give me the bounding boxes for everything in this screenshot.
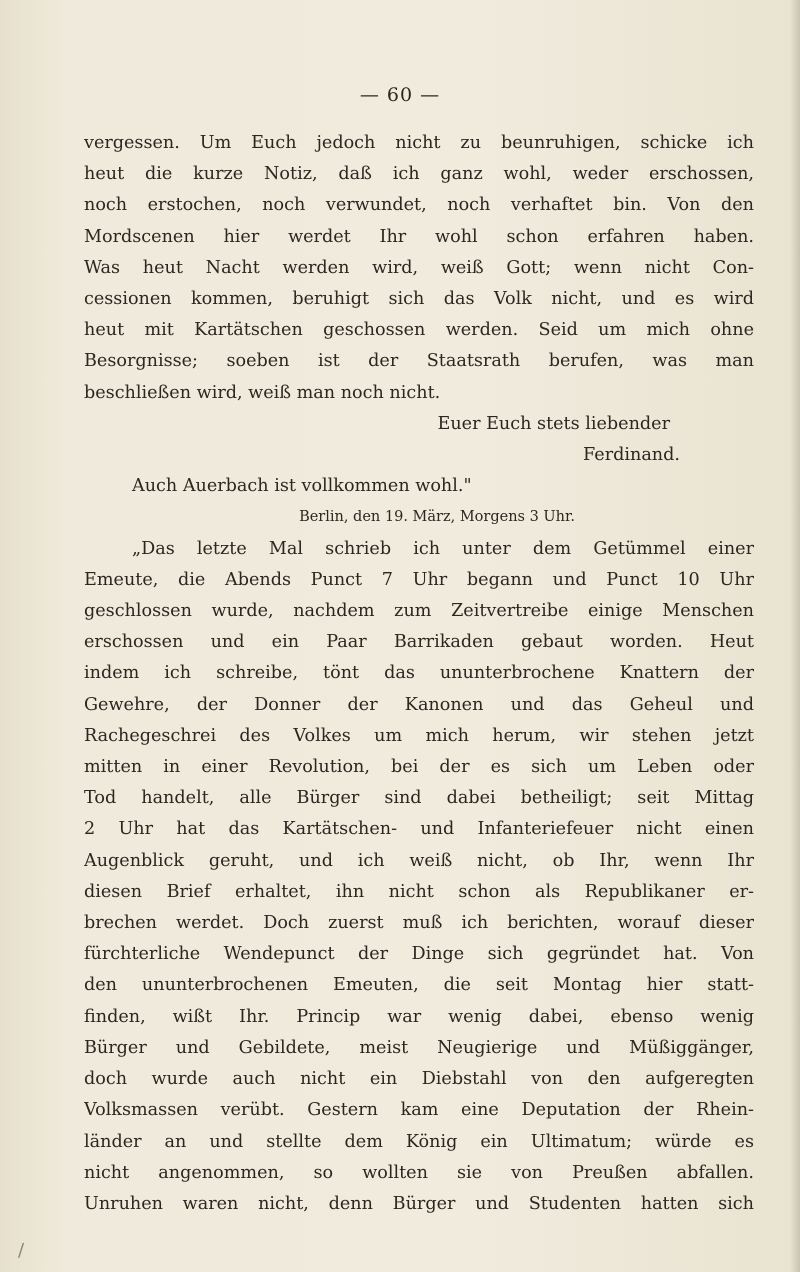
letter-line: doch wurde auch nicht ein Diebstahl von den aufgeregten [84, 1069, 754, 1090]
page-edge-shadow [790, 0, 800, 1272]
letter-line: Bürger und Gebildete, meist Neugierige und Müßiggänger, [84, 1037, 754, 1058]
closing-salutation: Euer Euch stets liebender [437, 413, 670, 434]
letter-line: „Das letzte Mal schrieb ich unter dem Getümmel einer [132, 538, 754, 559]
page-number: — 60 — [359, 84, 441, 106]
letter-line: erschossen und ein Paar Barrikaden gebaut worden. Heut [84, 632, 754, 653]
letter-line: Gewehre, der Donner der Kanonen und das Geheul und [84, 694, 754, 715]
margin-mark: / [18, 1240, 25, 1261]
letter-line: Volksmassen verübt. Gestern kam eine Deputation der Rhein- [84, 1100, 754, 1121]
text-line: Besorgnisse; soeben ist der Staatsrath berufen, was man [84, 351, 754, 372]
postscript: Auch Auerbach ist vollkommen wohl." [132, 476, 472, 497]
text-line: cessionen kommen, beruhigt sich das Volk nicht, und es wird [84, 289, 754, 310]
letter-line: nicht angenommen, so wollten sie von Preußen abfallen. [84, 1162, 754, 1183]
text-line: heut die kurze Notiz, daß ich ganz wohl, weder erschossen, [84, 164, 754, 185]
text-line: Mordscenen hier werdet Ihr wohl schon erfahren haben. [84, 226, 754, 247]
letter-line: Tod handelt, alle Bürger sind dabei betheiligt; seit Mittag [84, 788, 754, 809]
letter-line: mitten in einer Revolution, bei der es sich um Leben oder [84, 757, 754, 778]
page-body [84, 128, 754, 1220]
letter-line: Unruhen waren nicht, denn Bürger und Studenten hatten sich [84, 1193, 754, 1214]
letter-line: Augenblick geruht, und ich weiß nicht, ob Ihr, wenn Ihr [84, 850, 754, 871]
text-line: heut mit Kartätschen geschossen werden. Seid um mich ohne [84, 320, 754, 341]
letter-line: Emeute, die Abends Punct 7 Uhr begann und Punct 10 Uhr [84, 569, 754, 590]
letter-line: fürchterliche Wendepunct der Dinge sich gegründet hat. Von [84, 944, 754, 965]
letter-line: den ununterbrochenen Emeuten, die seit Montag hier statt- [84, 975, 754, 996]
letter-line: geschlossen wurde, nachdem zum Zeitvertreibe einige Menschen [84, 601, 754, 622]
letter-line: Rachegeschrei des Volkes um mich herum, wir stehen jetzt [84, 725, 754, 746]
letter-line: länder an und stellte dem König ein Ultimatum; würde es [84, 1131, 754, 1152]
text-line: noch erstochen, noch verwundet, noch verhaftet bin. Von den [84, 195, 754, 216]
text-line: Was heut Nacht werden wird, weiß Gott; wenn nicht Con- [84, 257, 754, 278]
letter-line: indem ich schreibe, tönt das ununterbrochene Knattern der [84, 663, 754, 684]
text-line: vergessen. Um Euch jedoch nicht zu beunruhigen, schicke ich [84, 133, 754, 153]
text-line: beschließen wird, weiß man noch nicht. [84, 382, 441, 403]
letter-line: diesen Brief erhaltet, ihn nicht schon als Republikaner er- [84, 881, 754, 902]
letter-line: finden, wißt Ihr. Princip war wenig dabei, ebenso wenig [84, 1006, 754, 1027]
letter-line: 2 Uhr hat das Kartätschen- und Infanteriefeuer nicht einen [84, 819, 754, 840]
signature: Ferdinand. [583, 445, 680, 466]
letter-dateline: Berlin, den 19. März, Morgens 3 Uhr. [299, 509, 575, 526]
letter-line: brechen werdet. Doch zuerst muß ich berichten, worauf dieser [84, 913, 754, 934]
